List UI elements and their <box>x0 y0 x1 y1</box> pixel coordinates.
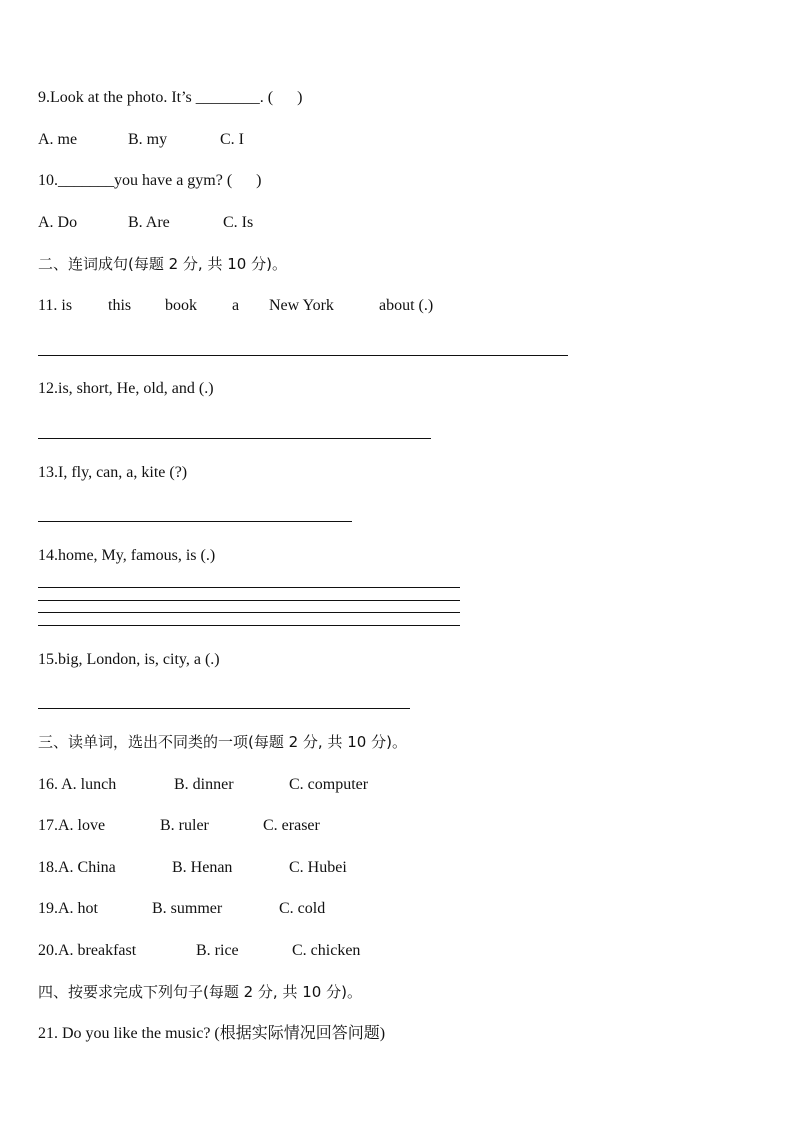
question-11-word: about (.) <box>379 297 434 314</box>
answer-line <box>38 438 431 439</box>
question-20-option-c: C. chicken <box>292 942 361 959</box>
question-10-option-a: A. Do <box>38 214 78 231</box>
question-17-option-b: B. ruler <box>160 817 209 834</box>
answer-line <box>38 612 460 613</box>
question-18-option-b: B. Henan <box>172 859 233 876</box>
section-4-heading: 四、按要求完成下列句子(每题 2 分, 共 10 分)。 <box>38 983 362 1001</box>
question-13-stem: 13.I, fly, can, a, kite (?) <box>38 464 188 481</box>
question-9-option-b: B. my <box>128 131 168 148</box>
question-20-option-a: 20.A. breakfast <box>38 942 137 959</box>
question-11-word: a <box>232 297 240 314</box>
question-11-word: New York <box>269 297 334 314</box>
question-9-stem: 9.Look at the photo. It’s ________. ( ) <box>38 89 303 106</box>
question-10-stem: 10._______you have a gym? ( ) <box>38 172 262 189</box>
question-12-stem: 12.is, short, He, old, and (.) <box>38 380 214 397</box>
question-17-option-a: 17.A. love <box>38 817 106 834</box>
question-16-option-c: C. computer <box>289 776 369 793</box>
question-18-option-a: 18.A. China <box>38 859 116 876</box>
question-11-number: 11. is <box>38 297 73 314</box>
question-11-word: this <box>108 297 132 314</box>
question-11-word: book <box>165 297 197 314</box>
answer-line <box>38 355 568 356</box>
answer-line <box>38 600 460 601</box>
question-9-option-a: A. me <box>38 131 78 148</box>
question-19-option-c: C. cold <box>279 900 326 917</box>
question-10-option-b: B. Are <box>128 214 170 231</box>
question-19-option-a: 19.A. hot <box>38 900 98 917</box>
section-2-heading: 二、连词成句(每题 2 分, 共 10 分)。 <box>38 255 287 273</box>
question-17-option-c: C. eraser <box>263 817 320 834</box>
question-21-stem: 21. Do you like the music? (根据实际情况回答问题) <box>38 1025 386 1042</box>
question-18-option-c: C. Hubei <box>289 859 347 876</box>
answer-line <box>38 587 460 588</box>
answer-line <box>38 521 352 522</box>
question-9-option-c: C. I <box>220 131 244 148</box>
question-16-option-a: 16. A. lunch <box>38 776 117 793</box>
answer-line <box>38 625 460 626</box>
section-3-heading: 三、读单词，选出不同类的一项(每题 2 分, 共 10 分)。 <box>38 733 407 751</box>
question-19-option-b: B. summer <box>152 900 223 917</box>
answer-line <box>38 708 410 709</box>
question-10-option-c: C. Is <box>223 214 254 231</box>
question-14-stem: 14.home, My, famous, is (.) <box>38 547 216 564</box>
question-15-stem: 15.big, London, is, city, a (.) <box>38 651 220 668</box>
question-20-option-b: B. rice <box>196 942 239 959</box>
question-16-option-b: B. dinner <box>174 776 234 793</box>
